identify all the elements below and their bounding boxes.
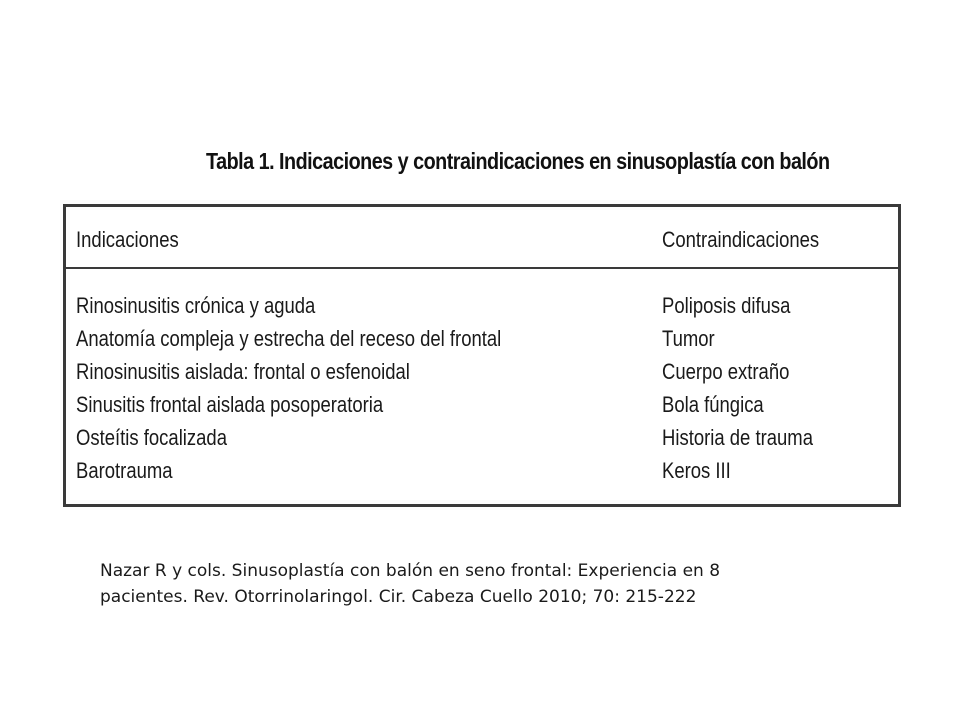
contraindicacion-item: Poliposis difusa [662,293,791,318]
indicacion-item: Rinosinusitis aislada: frontal o esfenoidal [76,359,410,384]
contraindicacion-item: Keros III [662,458,731,483]
indicaciones-column [76,289,582,487]
citation-line: Nazar R y cols. Sinusoplastía con balón en seno frontal: Experiencia en 8 [100,561,721,581]
citation [100,558,860,610]
header-contraindicaciones: Contraindicaciones [662,227,820,252]
contraindicaciones-column [662,289,842,487]
table-header [66,207,898,269]
citation-line: pacientes. Rev. Otorrinolaringol. Cir. Cabeza Cuello 2010; 70: 215-222 [100,587,697,607]
contraindicacion-item: Tumor [662,326,715,351]
indicacion-item: Rinosinusitis crónica y aguda [76,293,316,318]
indicacion-item: Sinusitis frontal aislada posoperatoria [76,392,384,417]
indicacion-item: Barotrauma [76,458,173,483]
table-title: Tabla 1. Indicaciones y contraindicaciones en sinusoplastía con balón [206,148,830,174]
indicacion-item: Anatomía compleja y estrecha del receso del frontal [76,326,502,351]
contraindicacion-item: Cuerpo extraño [662,359,790,384]
contraindicacion-item: Bola fúngica [662,392,764,417]
contraindicacion-item: Historia de trauma [662,425,813,450]
indications-table [63,204,901,507]
indicacion-item: Osteítis focalizada [76,425,227,450]
header-indicaciones: Indicaciones [76,227,179,252]
